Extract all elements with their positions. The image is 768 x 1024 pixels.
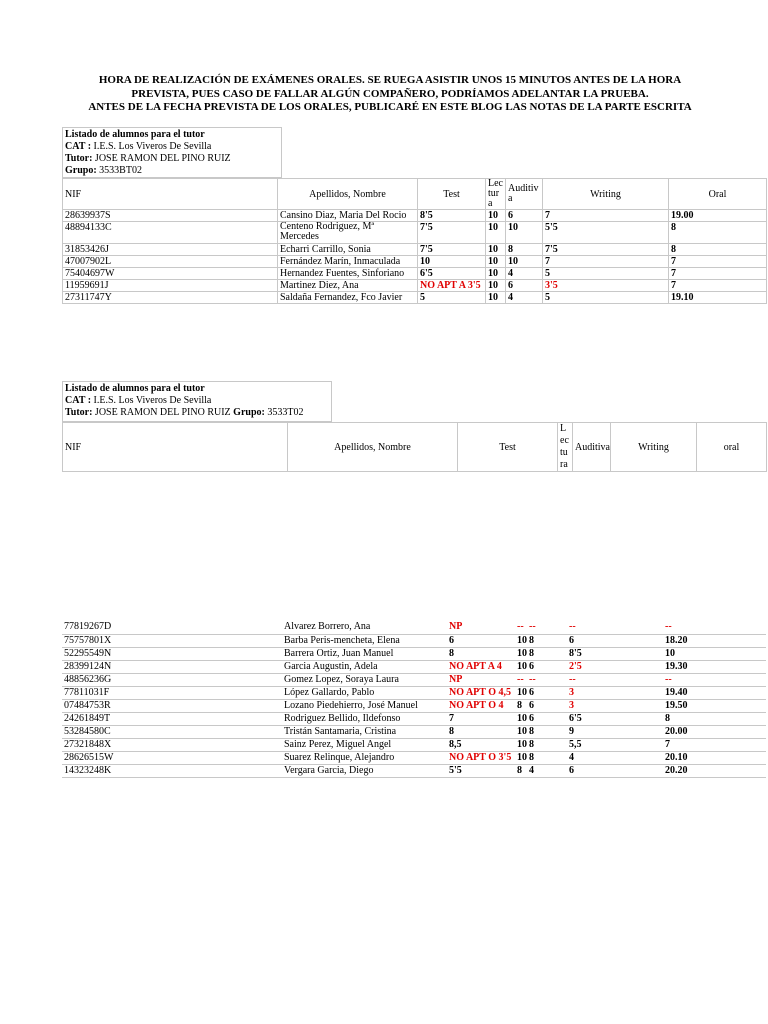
group2-cat-value: I.E.S. Los Viveros De Sevilla <box>93 395 212 406</box>
cell-name: Martinez Diez, Ana <box>278 280 418 292</box>
cell-name: Garcia Augustin, Adela <box>282 660 447 673</box>
heading-line-1: HORA DE REALIZACIÓN DE EXÁMENES ORALES. SE RUEGA ASISTIR UNOS 15 MINUTOS ANTES DE LA HORA <box>98 74 682 86</box>
cell-lectura: 10 <box>486 222 506 244</box>
cell-name: Sainz Perez, Miguel Angel <box>282 738 447 751</box>
cell-auditiva: 8 <box>527 647 567 660</box>
cell-oral: 7 <box>663 738 766 751</box>
cell-nif: 31853426J <box>63 244 278 256</box>
cell-lectura: 10 <box>486 244 506 256</box>
table-row <box>62 764 766 777</box>
cell-writing: -- <box>567 621 663 634</box>
header-auditiva: Auditiva <box>506 179 543 210</box>
cell-auditiva: 6 <box>506 210 543 222</box>
group2-title: Listado de alumnos para el tutor <box>65 383 205 394</box>
header-nif: NIF <box>63 423 288 472</box>
header-nif: NIF <box>63 179 278 210</box>
cell-test: 10 <box>418 256 486 268</box>
cell-name: Barrera Ortiz, Juan Manuel <box>282 647 447 660</box>
table-row <box>62 751 766 764</box>
group1-grupo-label: Grupo: <box>65 165 97 176</box>
table-row <box>63 280 767 292</box>
cell-auditiva: 10 <box>506 256 543 268</box>
cell-test: 8 <box>447 725 515 738</box>
cell-lectura: 10 <box>486 256 506 268</box>
cell-writing: 3 <box>567 699 663 712</box>
cell-nif: 77819267D <box>62 621 282 634</box>
cell-writing: 7 <box>543 256 669 268</box>
heading-line-2: PREVISTA, PUES CASO DE FALLAR ALGÚN COMPAÑERO, PODRÍAMOS ADELANTAR LA PRUEBA. <box>131 87 649 100</box>
cell-oral: -- <box>663 621 766 634</box>
cell-lectura: 10 <box>517 686 527 698</box>
header-writing: Writing <box>611 423 697 472</box>
cell-auditiva: 4 <box>506 292 543 304</box>
cell-auditiva: -- <box>527 673 567 686</box>
cell-test: NP <box>447 673 515 686</box>
cell-name: Centeno Rodriguez, Mª Mercedes <box>278 222 418 244</box>
cell-test: 7 <box>447 712 515 725</box>
cell-lectura: 10 <box>517 660 527 672</box>
cell-auditiva: 6 <box>527 660 567 673</box>
cell-test: 6'5 <box>418 268 486 280</box>
table-row <box>63 268 767 280</box>
cell-oral: 20.10 <box>663 751 766 764</box>
cell-auditiva: 8 <box>527 738 567 751</box>
group2-table <box>62 621 766 778</box>
cell-writing: 7'5 <box>543 244 669 256</box>
cell-name: López Gallardo, Pablo <box>282 686 447 699</box>
cell-test: 7'5 <box>418 244 486 256</box>
cell-nif: 52295549N <box>62 647 282 660</box>
cell-writing: 6'5 <box>567 712 663 725</box>
cell-writing: 5 <box>543 292 669 304</box>
cell-test: 8'5 <box>418 210 486 222</box>
cell-test: 5 <box>418 292 486 304</box>
cell-lectura: 8 <box>515 699 527 712</box>
cell-oral: 8 <box>669 222 767 244</box>
cell-lectura: 10 <box>486 210 506 222</box>
cell-auditiva: 10 <box>506 222 543 244</box>
heading-line-3: ANTES DE LA FECHA PREVISTA DE LOS ORALES, PUBLICARÉ EN ESTE BLOG LAS NOTAS DE LA PARTE ESCRITA <box>88 101 692 113</box>
cell-nif: 47007902L <box>63 256 278 268</box>
cell-auditiva: 4 <box>527 764 567 777</box>
group2-tutor-value: JOSE RAMON DEL PINO RUIZ <box>94 407 231 418</box>
cell-nif: 77811031F <box>62 686 282 699</box>
cell-auditiva: 8 <box>527 634 567 647</box>
cell-writing: 6 <box>567 764 663 777</box>
cell-test: 5'5 <box>447 764 515 777</box>
table-row <box>63 256 767 268</box>
group1-cat-label: CAT : <box>65 141 92 152</box>
cell-auditiva: 6 <box>527 712 567 725</box>
cell-writing: 4 <box>567 751 663 764</box>
cell-name: Barba Peris-mencheta, Elena <box>282 634 447 647</box>
cell-nif: 48856236G <box>62 673 282 686</box>
header-lectura: Lectura <box>558 423 573 472</box>
cell-name: Alvarez Borrero, Ana <box>282 621 447 634</box>
cell-nif: 11959691J <box>63 280 278 292</box>
cell-nif: 75757801X <box>62 634 282 647</box>
table-row <box>62 686 766 699</box>
cell-test: NO APT O 3'5 <box>447 751 515 764</box>
cell-oral: 7 <box>669 280 767 292</box>
cell-lectura: 10 <box>486 280 506 292</box>
cell-oral: 18.20 <box>663 634 766 647</box>
cell-nif: 28639937S <box>63 210 278 222</box>
cell-test: NO APT O 4,5 <box>447 686 515 699</box>
cell-writing: 5 <box>543 268 669 280</box>
cell-oral: 19.30 <box>663 660 766 673</box>
table-row <box>63 292 767 304</box>
cell-test: NO APT O 4 <box>447 699 515 712</box>
table-row <box>62 634 766 647</box>
cell-writing: 2'5 <box>567 660 663 673</box>
cell-oral: 20.20 <box>663 764 766 777</box>
cell-name: Lozano Piedehierro, José Manuel <box>282 699 447 712</box>
table-row <box>62 738 766 751</box>
cell-lectura: 10 <box>517 751 527 763</box>
group2-info <box>62 381 332 422</box>
cell-lectura: 10 <box>486 292 506 304</box>
group1-table <box>62 178 767 304</box>
table-row <box>63 210 767 222</box>
cell-auditiva: -- <box>527 621 567 634</box>
cell-auditiva: 6 <box>527 686 567 699</box>
group1-tutor-value: JOSE RAMON DEL PINO RUIZ <box>94 153 231 164</box>
group2-header-table <box>62 422 767 472</box>
cell-nif: 07484753R <box>62 699 282 712</box>
table-row <box>62 699 766 712</box>
table-row <box>62 621 766 634</box>
cell-name: Hernandez Fuentes, Sinforiano <box>278 268 418 280</box>
cell-lectura: 10 <box>517 738 527 750</box>
cell-nif: 75404697W <box>63 268 278 280</box>
cell-lectura: 8 <box>515 764 527 777</box>
cell-oral: -- <box>663 673 766 686</box>
group2-grupo-label: Grupo: <box>233 407 265 418</box>
cell-auditiva: 8 <box>527 751 567 764</box>
cell-nif: 27311747Y <box>63 292 278 304</box>
cell-name: Suarez Relinque, Alejandro <box>282 751 447 764</box>
table-row <box>62 647 766 660</box>
cell-writing: 5'5 <box>543 222 669 244</box>
header-name: Apellidos, Nombre <box>278 179 418 210</box>
cell-auditiva: 4 <box>506 268 543 280</box>
group1-grupo-value: 3533BT02 <box>99 165 142 176</box>
table-row <box>62 725 766 738</box>
cell-auditiva: 6 <box>527 699 567 712</box>
cell-oral: 7 <box>669 268 767 280</box>
cell-test: 8 <box>447 647 515 660</box>
table-row <box>62 660 766 673</box>
cell-lectura: 10 <box>517 712 527 724</box>
group2-header-row <box>63 423 767 472</box>
cell-lectura: 10 <box>517 647 527 659</box>
cell-nif: 28626515W <box>62 751 282 764</box>
cell-test: NO APT A 3'5 <box>418 280 486 292</box>
group1-header-row <box>63 179 767 210</box>
page-heading <box>40 74 740 115</box>
cell-nif: 24261849T <box>62 712 282 725</box>
cell-oral: 19.00 <box>669 210 767 222</box>
cell-writing: 5,5 <box>567 738 663 751</box>
cell-oral: 19.10 <box>669 292 767 304</box>
cell-writing: 3 <box>567 686 663 699</box>
group2-tutor-label: Tutor: <box>65 407 93 418</box>
cell-lectura: 10 <box>517 725 527 737</box>
cell-writing: 6 <box>567 634 663 647</box>
header-oral: Oral <box>669 179 767 210</box>
cell-lectura: 10 <box>486 268 506 280</box>
cell-test: 6 <box>447 634 515 647</box>
header-oral: oral <box>697 423 767 472</box>
cell-oral: 7 <box>669 256 767 268</box>
table-row <box>63 244 767 256</box>
header-auditiva: Auditiva <box>573 423 611 472</box>
cell-name: Echarri Carrillo, Sonia <box>278 244 418 256</box>
cell-name: Rodriguez Bellido, Ildefonso <box>282 712 447 725</box>
cell-nif: 53284580C <box>62 725 282 738</box>
cell-oral: 19.40 <box>663 686 766 699</box>
cell-name: Fernández Marín, Inmaculada <box>278 256 418 268</box>
cell-nif: 27321848X <box>62 738 282 751</box>
table-row <box>62 712 766 725</box>
cell-lectura: -- <box>515 673 527 686</box>
cell-oral: 8 <box>669 244 767 256</box>
header-lectura: Lectura <box>486 179 506 210</box>
header-test: Test <box>418 179 486 210</box>
cell-name: Gomez Lopez, Soraya Laura <box>282 673 447 686</box>
table-row <box>63 222 767 244</box>
cell-name: Saldaña Fernandez, Fco Javier <box>278 292 418 304</box>
cell-nif: 28399124N <box>62 660 282 673</box>
header-writing: Writing <box>543 179 669 210</box>
cell-test: NO APT A 4 <box>447 660 515 673</box>
cell-writing: 3'5 <box>543 280 669 292</box>
group1-cat-value: I.E.S. Los Viveros De Sevilla <box>93 141 212 152</box>
group1-title: Listado de alumnos para el tutor <box>65 129 205 140</box>
cell-lectura: 10 <box>517 634 527 646</box>
cell-auditiva: 8 <box>506 244 543 256</box>
cell-writing: 8'5 <box>567 647 663 660</box>
header-name: Apellidos, Nombre <box>288 423 458 472</box>
cell-name: Tristán Santamaria, Cristina <box>282 725 447 738</box>
cell-test: 8,5 <box>447 738 515 751</box>
group1-info <box>62 127 282 178</box>
cell-writing: 9 <box>567 725 663 738</box>
cell-lectura: -- <box>515 621 527 634</box>
cell-oral: 8 <box>663 712 766 725</box>
group2-cat-label: CAT : <box>65 395 92 406</box>
table-row <box>62 673 766 686</box>
cell-writing: 7 <box>543 210 669 222</box>
group1-tutor-label: Tutor: <box>65 153 93 164</box>
cell-nif: 48894133C <box>63 222 278 244</box>
header-test: Test <box>458 423 558 472</box>
cell-test: NP <box>447 621 515 634</box>
cell-writing: -- <box>567 673 663 686</box>
group2-grupo-value: 3533T02 <box>267 407 304 418</box>
cell-auditiva: 8 <box>527 725 567 738</box>
cell-test: 7'5 <box>418 222 486 244</box>
cell-name: Cansino Diaz, Maria Del Rocio <box>278 210 418 222</box>
cell-oral: 20.00 <box>663 725 766 738</box>
cell-oral: 10 <box>663 647 766 660</box>
cell-nif: 14323248K <box>62 764 282 777</box>
cell-auditiva: 6 <box>506 280 543 292</box>
cell-oral: 19.50 <box>663 699 766 712</box>
cell-name: Vergara Garcia, Diego <box>282 764 447 777</box>
